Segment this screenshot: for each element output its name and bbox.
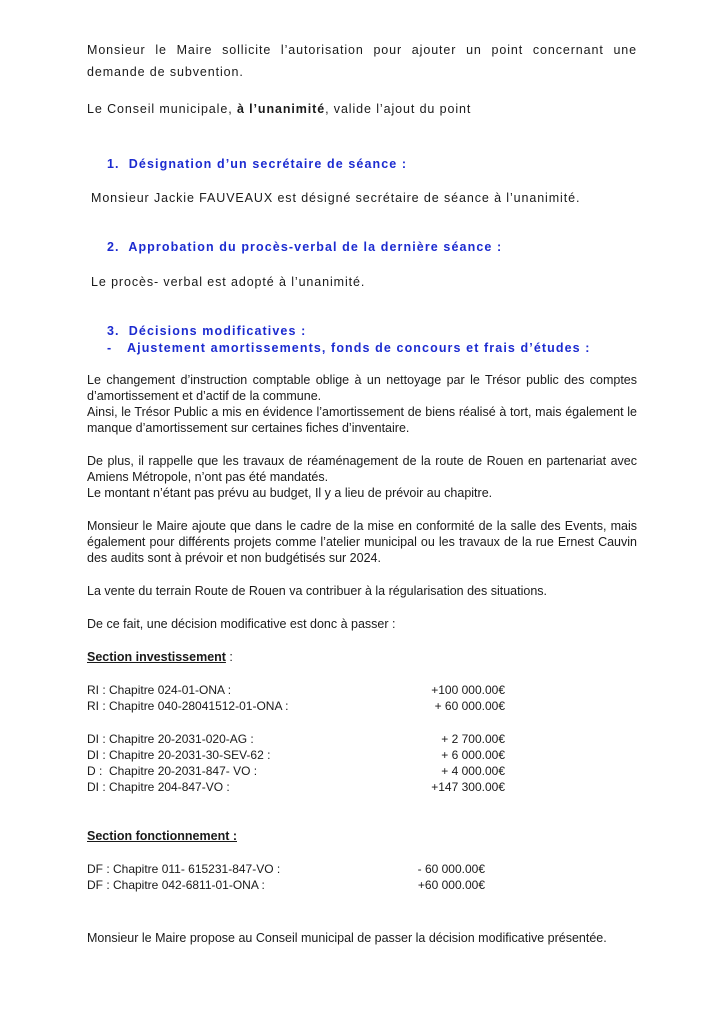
intro-line-1: Monsieur le Maire sollicite l’autorisation pour ajouter un point concernant une bbox=[87, 43, 637, 57]
council-validation bbox=[87, 101, 637, 117]
paragraph-vente: La vente du terrain Route de Rouen va contribuer à la régularisation des situations. bbox=[87, 584, 548, 598]
paragraph-decision: De ce fait, une décision modificative est donc à passer : bbox=[87, 617, 396, 631]
budget-row-label: DF : Chapitre 042-6811-01-ONA : bbox=[87, 878, 265, 892]
council-post: , valide l’ajout du point bbox=[325, 102, 472, 116]
budget-row-amount: + 6 000.00€ bbox=[441, 748, 505, 762]
budget-row-amount: +100 000.00€ bbox=[431, 683, 505, 697]
section-3-subtitle: Ajustement amortissements, fonds de concours et frais d’études : bbox=[127, 341, 591, 355]
council-unanimity: à l’unanimité bbox=[236, 102, 326, 116]
section-1-heading bbox=[107, 156, 657, 172]
fonctionnement-title: Section fonctionnement : bbox=[87, 829, 237, 843]
budget-row-label: RI : Chapitre 024-01-ONA : bbox=[87, 683, 232, 697]
paragraph-1a: Le changement d’instruction comptable oblige à un nettoyage par le Trésor public des comptes d’amortissement et d’actif de la commune. bbox=[87, 373, 637, 403]
budget-row-amount: - 60 000.00€ bbox=[417, 862, 485, 876]
budget-row-label: DF : Chapitre 011- 615231-847-VO : bbox=[87, 862, 281, 876]
investissement-heading bbox=[87, 649, 637, 665]
budget-row-label: DI : Chapitre 20-2031-020-AG : bbox=[87, 732, 254, 746]
paragraph-audits: Monsieur le Maire ajoute que dans le cadre de la mise en conformité de la salle des Events, mais également pour différents projets comme l’atelier municipal ou les travaux de la rue Ernest Cauvin des audits sont à prévoir et non budgétisés sur 2024. bbox=[87, 519, 637, 565]
budget-row-amount: +60 000.00€ bbox=[417, 878, 485, 892]
budget-row-label: DI : Chapitre 20-2031-30-SEV-62 : bbox=[87, 748, 271, 762]
paragraph-1b: Ainsi, le Trésor Public a mis en évidence l’amortissement de biens réalisé à tort, mais également le manque d’amortissement sur certaines fiches d’inventaire. bbox=[87, 405, 637, 435]
budget-row-amount: +147 300.00€ bbox=[431, 780, 505, 794]
section-2-number: 2. bbox=[107, 240, 120, 254]
paragraph-2b: Le montant n’étant pas prévu au budget, Il y a lieu de prévoir au chapitre. bbox=[87, 486, 493, 500]
budget-row-amount: + 2 700.00€ bbox=[441, 732, 505, 746]
section-3-subheading bbox=[107, 340, 657, 356]
section-2-title: Approbation du procès-verbal de la dernière séance : bbox=[128, 240, 503, 254]
closing-paragraph: Monsieur le Maire propose au Conseil municipal de passer la décision modificative présentée. bbox=[87, 931, 607, 945]
intro-line-2: demande de subvention. bbox=[87, 65, 244, 79]
budget-row-label: D : Chapitre 20-2031-847- VO : bbox=[87, 764, 258, 778]
section-3-sub-marker: - bbox=[107, 341, 113, 355]
section-2-heading bbox=[107, 239, 657, 255]
budget-row-label: DI : Chapitre 204-847-VO : bbox=[87, 780, 230, 794]
section-1-number: 1. bbox=[107, 157, 120, 171]
section-3-title: Décisions modificatives : bbox=[128, 324, 307, 338]
investissement-title: Section investissement bbox=[87, 650, 226, 664]
fonctionnement-heading bbox=[87, 828, 637, 844]
section-3-heading bbox=[107, 323, 657, 339]
section-1-body: Monsieur Jackie FAUVEAUX est désigné secrétaire de séance à l’unanimité. bbox=[91, 191, 581, 205]
section-2-body: Le procès- verbal est adopté à l’unanimité. bbox=[91, 275, 366, 289]
paragraph-instruction bbox=[87, 372, 637, 436]
council-pre: Le Conseil municipale, bbox=[87, 102, 233, 116]
paragraph-2a: De plus, il rappelle que les travaux de réaménagement de la route de Rouen en partenariat avec Amiens Métropole, n’ont pas été mandatés. bbox=[87, 454, 637, 484]
section-3-number: 3. bbox=[107, 324, 120, 338]
section-1-title: Désignation d’un secrétaire de séance : bbox=[128, 157, 408, 171]
budget-row-amount: + 60 000.00€ bbox=[434, 699, 505, 713]
paragraph-route bbox=[87, 453, 637, 501]
budget-row-label: RI : Chapitre 040-28041512-01-ONA : bbox=[87, 699, 289, 713]
investissement-suffix: : bbox=[225, 650, 233, 664]
budget-row-amount: + 4 000.00€ bbox=[441, 764, 505, 778]
intro-paragraph bbox=[87, 42, 637, 80]
